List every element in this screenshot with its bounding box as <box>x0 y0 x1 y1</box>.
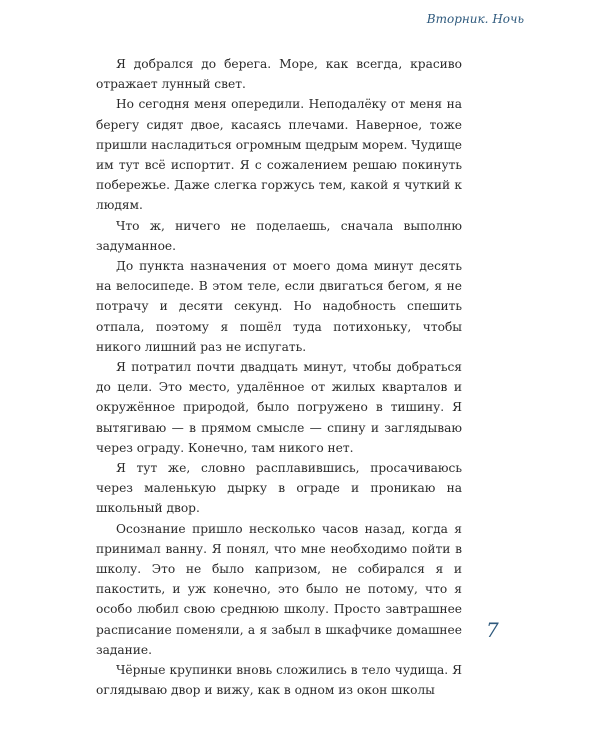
paragraph: До пункта назначения от моего дома минут десять на велосипеде. В этом теле, если двигаться бегом, я не потрачу и десяти секунд. Но надобность спешить отпала, поэтому я пошёл туда потихоньку, чтобы никого лишний раз не испугать. <box>96 259 462 354</box>
page-number: 7 <box>486 618 499 642</box>
paragraph: Я тут же, словно расплавившись, просачиваюсь через маленькую дырку в ограде и проникаю на школьный двор. <box>96 461 462 516</box>
paragraph: Я потратил почти двадцать минут, чтобы добраться до цели. Это место, удалённое от жилых кварталов и окружённое природой, было погружено в тишину. Я вытягиваю — в прямом смысле — спину и заглядываю через ограду. Конечно, там никого нет. <box>96 360 462 455</box>
body-text <box>96 54 462 701</box>
paragraph: Но сегодня меня опередили. Неподалёку от меня на берегу сидят двое, касаясь плечами. Наверное, тоже пришли насладиться огромным щедрым морем. Чудище им тут всё испортит. Я с сожалением решаю покинуть побережье. Даже слегка горжусь тем, какой я чуткий к людям. <box>96 97 462 213</box>
paragraph: Чёрные крупинки вновь сложились в тело чудища. Я оглядываю двор и вижу, как в одном из окон школы <box>96 663 462 698</box>
paragraph: Осознание пришло несколько часов назад, когда я принимал ванну. Я понял, что мне необходимо пойти в школу. Это не было капризом, не собирался я и пакостить, и уж конечно, это было не потому, что я особо любил свою среднюю школу. Просто завтрашнее расписание поменяли, а я забыл в шкафчике домашнее задание. <box>96 521 462 657</box>
running-head: Вторник. Ночь <box>426 12 524 26</box>
paragraph: Я добрался до берега. Море, как всегда, красиво отражает лунный свет. <box>96 57 462 92</box>
paragraph: Что ж, ничего не поделаешь, сначала выполню задуманное. <box>96 218 462 253</box>
